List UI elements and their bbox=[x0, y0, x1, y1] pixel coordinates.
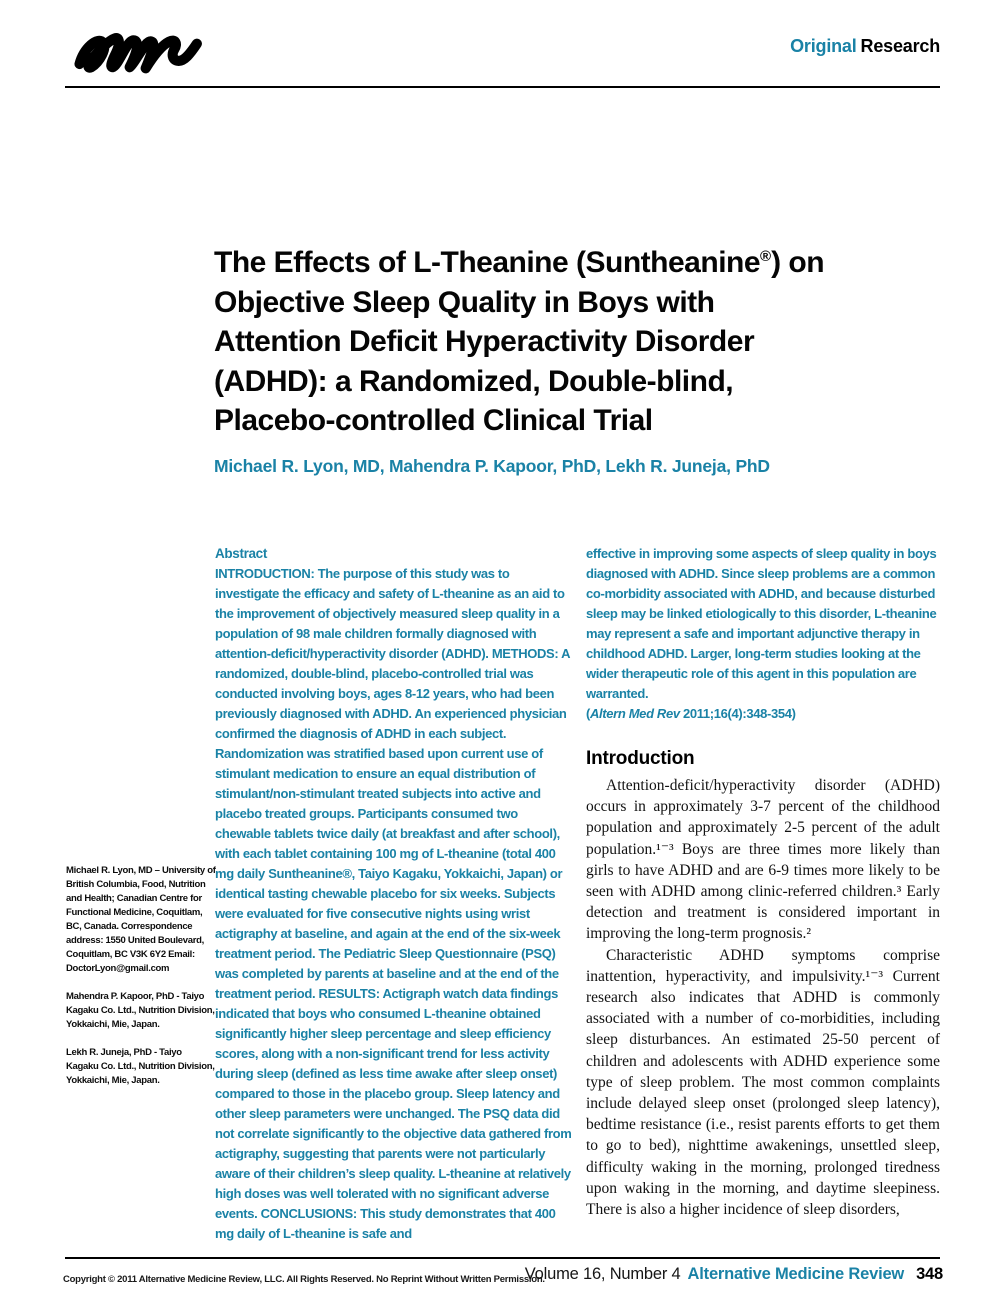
citation-journal-name: Altern Med Rev bbox=[589, 706, 680, 721]
journal-logo bbox=[62, 16, 240, 80]
volume-issue-label: Volume 16, Number 4 bbox=[524, 1265, 681, 1283]
affiliation-item: Lekh R. Juneja, PhD - Taiyo Kagaku Co. Ltd., Nutrition Division, Yokkaichi, Mie, Japan. bbox=[66, 1047, 215, 1086]
title-line: Objective Sleep Quality in Boys with bbox=[214, 285, 715, 319]
affiliations-sidebar bbox=[66, 864, 216, 1102]
title-line1-text: The Effects of L-Theanine (Suntheanine bbox=[214, 246, 761, 279]
right-column bbox=[586, 544, 940, 1220]
affiliation-item: Mahendra P. Kapoor, PhD - Taiyo Kagaku Co. Ltd., Nutrition Division, Yokkaichi, Mie, Japan. bbox=[66, 991, 215, 1030]
footer-rule bbox=[65, 1257, 940, 1259]
category-research-label: Research bbox=[860, 36, 940, 56]
affiliation-item: Michael R. Lyon, MD – University of British Columbia, Food, Nutrition and Health; Canadian Centre for Functional Medicine, Coquitlam, BC, Canada. Correspondence address: 1550 United Boulevard, Coquitlam, BC V3K 6Y2 Email: DoctorLyon@gmail.com bbox=[66, 865, 216, 974]
header-category bbox=[790, 36, 940, 57]
abstract-body-right: effective in improving some aspects of sleep quality in boys diagnosed with ADHD. Since sleep problems are a common co-morbidity associated with ADHD, and because disturbed sleep may be linked etiologically to this disorder, L-theanine may represent a safe and important adjunctive therapy in childhood ADHD. Larger, long-term studies looking at the wider therapeutic role of this agent in this population are warranted. bbox=[586, 546, 937, 701]
journal-name-label: Alternative Medicine Review bbox=[687, 1265, 905, 1283]
abstract-heading: Abstract bbox=[215, 546, 267, 561]
title-line: Attention Deficit Hyperactivity Disorder bbox=[214, 325, 755, 358]
citation-line bbox=[586, 704, 940, 724]
introduction-paragraph-2: Characteristic ADHD symptoms comprise inattention, hyperactivity, and impulsivity.¹⁻³ Current research also indicates that ADHD is commonly associated with a number of co-morbidities, including sleep disturbances. An estimated 25-50 percent of children and adolescents with ADHD experience some type of sleep problem. The most common complaints include delayed sleep onset (prolonged sleep latency), bedtime resistance (i.e., resist parents efforts to get them to go to bed), nighttime awakenings, unsettled sleep, difficulty waking in the morning, prolonged tiredness upon waking in the morning, and daytime sleepiness. There is also a higher incidence of sleep disorders, bbox=[586, 946, 940, 1219]
title-line: Placebo-controlled Clinical Trial bbox=[214, 404, 653, 437]
article-title bbox=[214, 237, 929, 441]
category-original-label: Original bbox=[790, 36, 857, 56]
citation-open: ( bbox=[586, 706, 590, 721]
amr-script-icon bbox=[62, 16, 240, 80]
title-line1-tail: ) on bbox=[771, 246, 825, 279]
citation-rest: 2011;16(4):348-354) bbox=[679, 706, 796, 721]
abstract-body-left: INTRODUCTION: The purpose of this study was to investigate the efficacy and safety of L-theanine as an aid to the improvement of objectively measured sleep quality in a population of 98 male children formally diagnosed with attention-deficit/hyperactivity disorder (ADHD). METHODS: A randomized, double-blind, placebo-controlled trial was conducted involving boys, ages 8-12 years, who had been previously diagnosed with ADHD. An experienced physician confirmed the diagnosis of ADHD in each subject. Randomization was stratified based upon current use of stimulant medication to ensure an equal distribution of stimulant/non-stimulant treated subjects into active and placebo treated groups. Participants consumed two chewable tablets twice daily (at breakfast and after school), with each tablet containing 100 mg of L-theanine (total 400 mg daily Suntheanine®, Taiyo Kagaku, Yokkaichi, Japan) or identical tasting chewable placebo for six weeks. Subjects were evaluated for five consecutive nights using wrist actigraphy at baseline, and again at the end of the six-week treatment period. The Pediatric Sleep Questionnaire (PSQ) was completed by parents at baseline and at the end of the treatment period. RESULTS: Actigraph watch data findings indicated that boys who consumed L-theanine obtained significantly higher sleep percentage and sleep efficiency scores, along with a non-significant trend for less activity during sleep (defined as less time awake after sleep onset) compared to those in the placebo group. Sleep latency and other sleep parameters were unchanged. The PSQ data did not correlate significantly to the objective data gathered from actigraphy, suggesting that parents were not particularly aware of their children’s sleep quality. L-theanine at relatively high doses was well tolerated with no significant adverse events. CONCLUSIONS: This study demonstrates that 400 mg daily of L-theanine is safe and bbox=[215, 566, 572, 1241]
registered-trademark-sup: ® bbox=[760, 248, 772, 265]
title-line: (ADHD): a Randomized, Double-blind, bbox=[214, 364, 734, 398]
introduction-heading: Introduction bbox=[586, 748, 695, 769]
footer-meta bbox=[525, 1265, 943, 1284]
page-number: 348 bbox=[916, 1265, 943, 1283]
introduction-paragraph-1: Attention-deficit/hyperactivity disorder (ADHD) occurs in approximately 3-7 percent of the childhood population and approximately 2-5 percent of the adult population.¹⁻³ Boys are three times more likely than girls to have ADHD and are 6-9 times more likely to be seen with ADHD among clinic-referred children.³ Early detection and treatment is considered important in improving the long-term prognosis.² bbox=[586, 777, 940, 943]
title-line bbox=[214, 237, 929, 283]
authors-line: Michael R. Lyon, MD, Mahendra P. Kapoor, PhD, Lekh R. Juneja, PhD bbox=[214, 456, 770, 476]
abstract-col-left bbox=[215, 544, 573, 1244]
header-rule bbox=[65, 86, 940, 88]
copyright-notice: Copyright © 2011 Alternative Medicine Review, LLC. All Rights Reserved. No Reprint Without Written Permission. bbox=[63, 1274, 545, 1285]
